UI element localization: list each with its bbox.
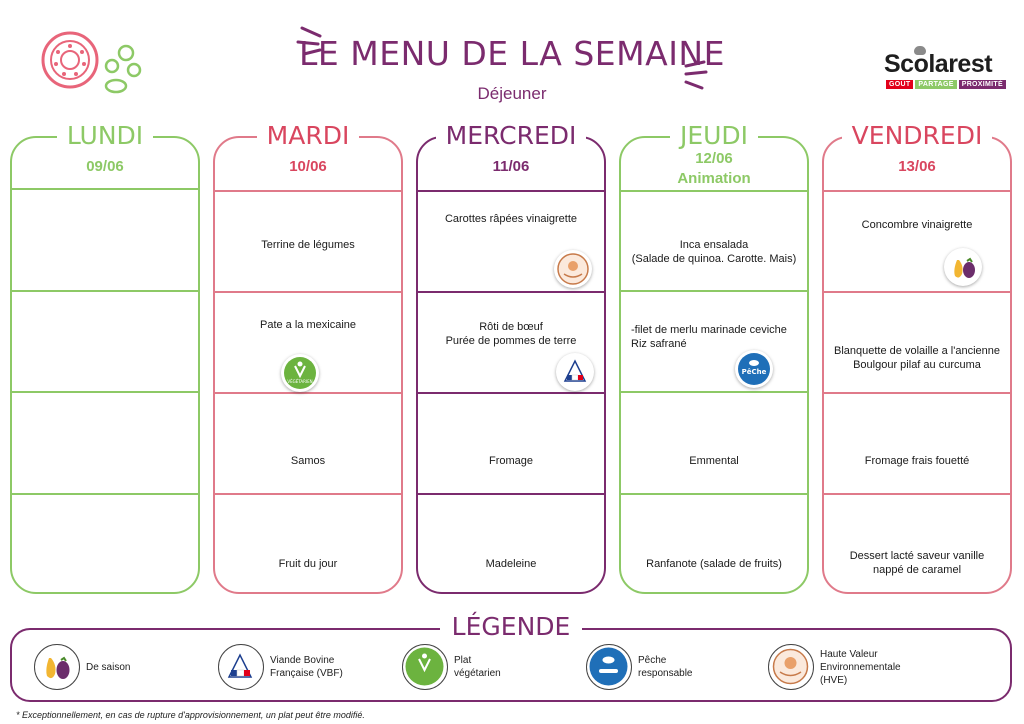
day-name: MARDI xyxy=(257,120,360,152)
day-column-mercredi xyxy=(416,121,606,594)
menu-item-main: Pate a la mexicaine xyxy=(260,319,356,331)
seasonal-produce-icon xyxy=(34,644,80,690)
hve-badge-icon xyxy=(554,250,592,288)
menu-item-cheese: Emmental xyxy=(689,455,739,467)
vegetarian-badge-text: VÉGÉTARIEN xyxy=(287,379,313,384)
menu-item-main: -filet de merlu marinade ceviche Riz safrané xyxy=(631,324,787,350)
vegetarian-badge-icon xyxy=(281,354,319,392)
day-name: VENDREDI xyxy=(842,120,993,152)
hve-icon xyxy=(768,644,814,690)
menu-item-starter: Carottes râpées vinaigrette xyxy=(444,213,578,225)
menu-item-cheese: Fromage xyxy=(488,455,534,467)
day-animation-label: Animation xyxy=(677,170,751,187)
menu-item-dessert: Ranfanote (salade de fruits) xyxy=(646,558,782,570)
day-column-lundi xyxy=(10,121,200,594)
logo-wordmark: Scolarest xyxy=(884,50,993,78)
legend-label: Haute Valeur Environnementale (HVE) xyxy=(820,648,901,686)
day-date: 11/06 xyxy=(492,158,530,175)
menu-item-main: Rôti de bœuf Purée de pommes de terre xyxy=(445,321,577,347)
french-beef-badge-icon xyxy=(556,353,594,391)
legend-box xyxy=(10,612,1012,702)
seasonal-badge-icon xyxy=(944,248,982,286)
responsible-fishing-icon xyxy=(586,644,632,690)
logo-tag-gout: GOÛT xyxy=(886,80,913,89)
menu-item-cheese: Samos xyxy=(290,455,326,467)
logo-tag-partage: PARTAGE xyxy=(915,80,956,89)
legend-title: LÉGENDE xyxy=(440,610,583,644)
responsible-fishing-badge-icon xyxy=(735,350,773,388)
menu-item-dessert: Dessert lacté saveur vanille nappé de caramel xyxy=(849,550,985,576)
menu-item-main: Blanquette de volaille a l'ancienne Boulgour pilaf au curcuma xyxy=(834,345,1000,371)
logo-tag-proximite: PROXIMITÉ xyxy=(959,80,1006,89)
fishing-badge-text: PêChe xyxy=(741,368,767,376)
menu-item-dessert: Fruit du jour xyxy=(278,558,338,570)
day-date: 12/06 xyxy=(695,150,733,167)
legend-label: Plat végétarien xyxy=(454,655,501,679)
page-subtitle: Déjeuner xyxy=(477,84,547,103)
menu-item-starter: Terrine de légumes xyxy=(261,239,355,251)
menu-item-starter: Concombre vinaigrette xyxy=(861,219,973,231)
day-date: 10/06 xyxy=(289,158,327,175)
day-date: 09/06 xyxy=(86,158,124,175)
menu-item-starter: Inca ensalada (Salade de quinoa. Carotte. Mais) xyxy=(631,239,797,265)
legend-label: Pêche responsable xyxy=(638,655,693,679)
day-column-vendredi xyxy=(822,121,1012,594)
menu-item-cheese: Fromage frais fouetté xyxy=(864,455,970,467)
scolarest-logo xyxy=(882,44,1010,96)
day-column-mardi xyxy=(213,121,403,594)
logo-tags xyxy=(886,80,1006,89)
day-name: JEUDI xyxy=(670,120,758,152)
french-beef-icon xyxy=(218,644,264,690)
day-name: MERCREDI xyxy=(436,120,587,152)
day-column-jeudi xyxy=(619,121,809,594)
day-name: LUNDI xyxy=(57,120,153,152)
legend-label: Viande Bovine Française (VBF) xyxy=(270,655,343,679)
footnote: * Exceptionnellement, en cas de rupture d'approvisionnement, un plat peut être modifié. xyxy=(16,710,365,720)
vegetarian-icon xyxy=(402,644,448,690)
page-title: LE MENU DE LA SEMAINE xyxy=(299,34,725,73)
menu-item-dessert: Madeleine xyxy=(485,558,537,570)
legend-label: De saison xyxy=(86,661,131,673)
day-date: 13/06 xyxy=(898,158,936,175)
